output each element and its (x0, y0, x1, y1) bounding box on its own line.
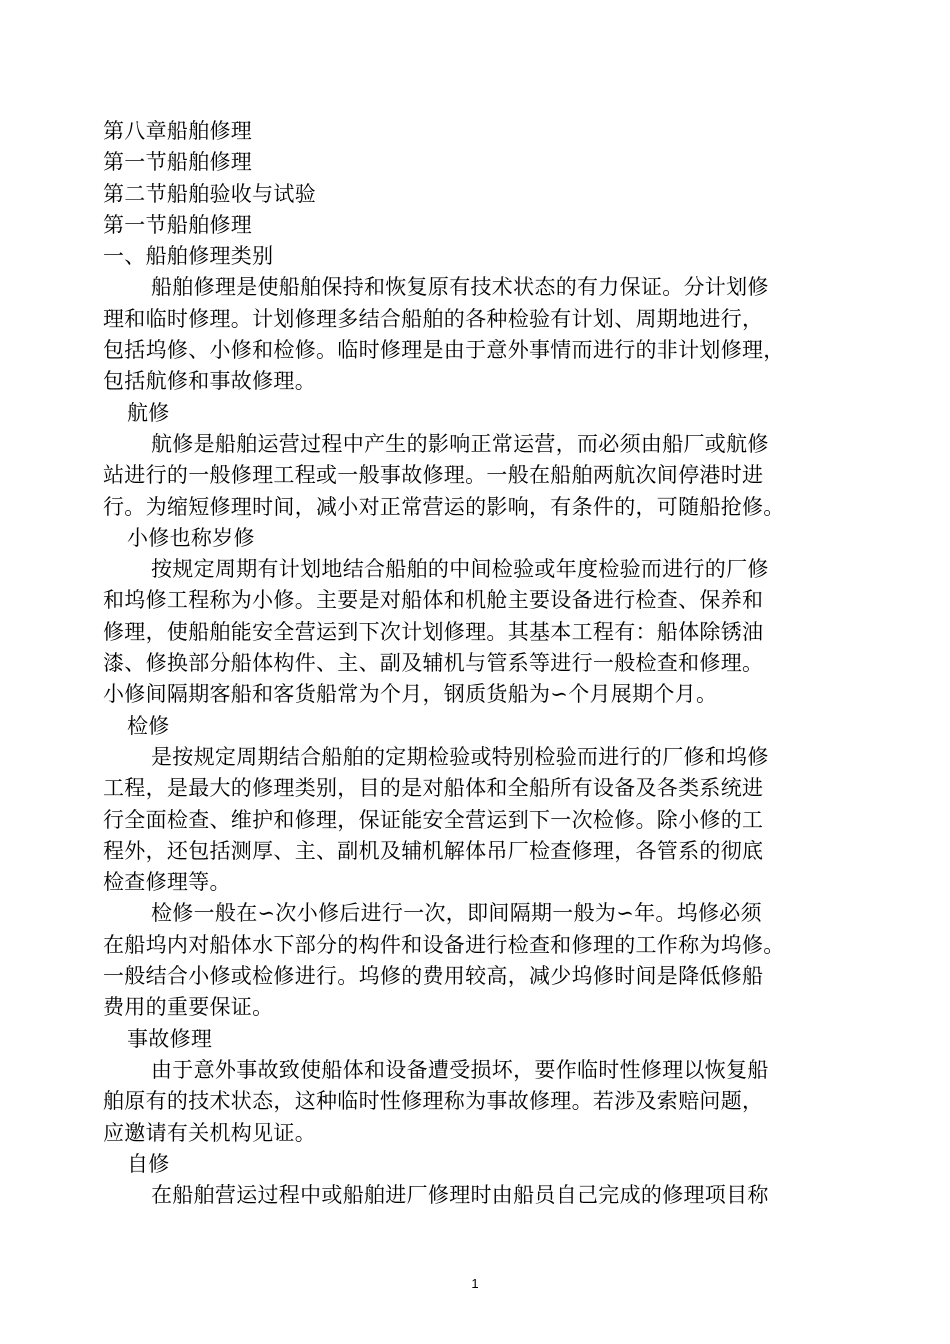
paragraph-line: 由于意外事故致使船体和设备遭受损坏，要作临时性修理以恢复船 (151, 1057, 769, 1082)
paragraph-line: 站进行的一般修理工程或一般事故修理。一般在船舶两航次间停港时进 (103, 463, 764, 488)
toc-section-1: 第一节船舶修理 (103, 150, 253, 175)
heading-self-repair: 自修 (127, 1151, 170, 1176)
paragraph-line: 漆、修换部分船体构件、主、副及辅机与管系等进行一般检查和修理。 (103, 651, 764, 676)
paragraph-line: 工程，是最大的修理类别，目的是对船体和全船所有设备及各类系统进 (103, 776, 764, 801)
section-title: 第一节船舶修理 (103, 212, 253, 237)
paragraph-line: 修理，使船舶能安全营运到下次计划修理。其基本工程有：船体除锈油 (103, 619, 764, 644)
paragraph-line: 船舶修理是使船舶保持和恢复原有技术状态的有力保证。分计划修 (151, 275, 769, 300)
paragraph-line: 检修一般在∽次小修后进行一次，即间隔期一般为∽年。坞修必须 (151, 901, 762, 926)
chapter-title: 第八章船舶修理 (103, 119, 253, 143)
paragraph-line: 按规定周期有计划地结合船舶的中间检验或年度检验而进行的厂修 (151, 557, 769, 582)
paragraph-line: 应邀请有关机构见证。 (103, 1120, 316, 1145)
paragraph-line: 行。为缩短修理时间，减小对正常营运的影响，有条件的，可随船抢修。 (103, 494, 785, 519)
paragraph-line: 舶原有的技术状态，这种临时性修理称为事故修理。若涉及索赔问题， (103, 1089, 764, 1114)
paragraph-line: 在船坞内对船体水下部分的构件和设备进行检查和修理的工作称为坞修。 (103, 932, 785, 957)
toc-section-2: 第二节船舶验收与试验 (103, 181, 316, 206)
paragraph-line: 理和临时修理。计划修理多结合船舶的各种检验有计划、周期地进行， (103, 306, 764, 331)
subsection-title: 一、船舶修理类别 (103, 244, 274, 269)
heading-overhaul: 检修 (127, 713, 170, 738)
paragraph-line: 小修间隔期客船和客货船常为个月，钢质货船为∽个月展期个月。 (103, 682, 718, 707)
document-body (103, 116, 843, 1211)
paragraph-line: 行全面检查、维护和修理，保证能安全营运到下一次检修。除小修的工 (103, 807, 764, 832)
heading-minor-repair: 小修也称岁修 (127, 525, 255, 550)
paragraph-line: 一般结合小修或检修进行。坞修的费用较高，减少坞修时间是降低修船 (103, 964, 764, 989)
paragraph-line: 检查修理等。 (103, 870, 231, 895)
heading-accident-repair: 事故修理 (127, 1026, 213, 1051)
page-number: 1 (471, 1276, 479, 1291)
paragraph-line: 费用的重要保证。 (103, 995, 274, 1020)
paragraph-line: 包括航修和事故修理。 (103, 369, 316, 394)
paragraph-line: 航修是船舶运营过程中产生的影响正常运营，而必须由船厂或航修 (151, 431, 769, 456)
paragraph-line: 在船舶营运过程中或船舶进厂修理时由船员自己完成的修理项目称 (151, 1183, 769, 1208)
heading-voyage-repair: 航修 (127, 400, 170, 425)
paragraph-line: 和坞修工程称为小修。主要是对船体和机舱主要设备进行检查、保养和 (103, 588, 764, 613)
paragraph-line: 包括坞修、小修和检修。临时修理是由于意外事情而进行的非计划修理， (103, 338, 785, 363)
paragraph-line: 程外，还包括测厚、主、副机及辅机解体吊厂检查修理，各管系的彻底 (103, 838, 764, 863)
paragraph-line: 是按规定周期结合船舶的定期检验或特别检验而进行的厂修和坞修 (151, 744, 769, 769)
